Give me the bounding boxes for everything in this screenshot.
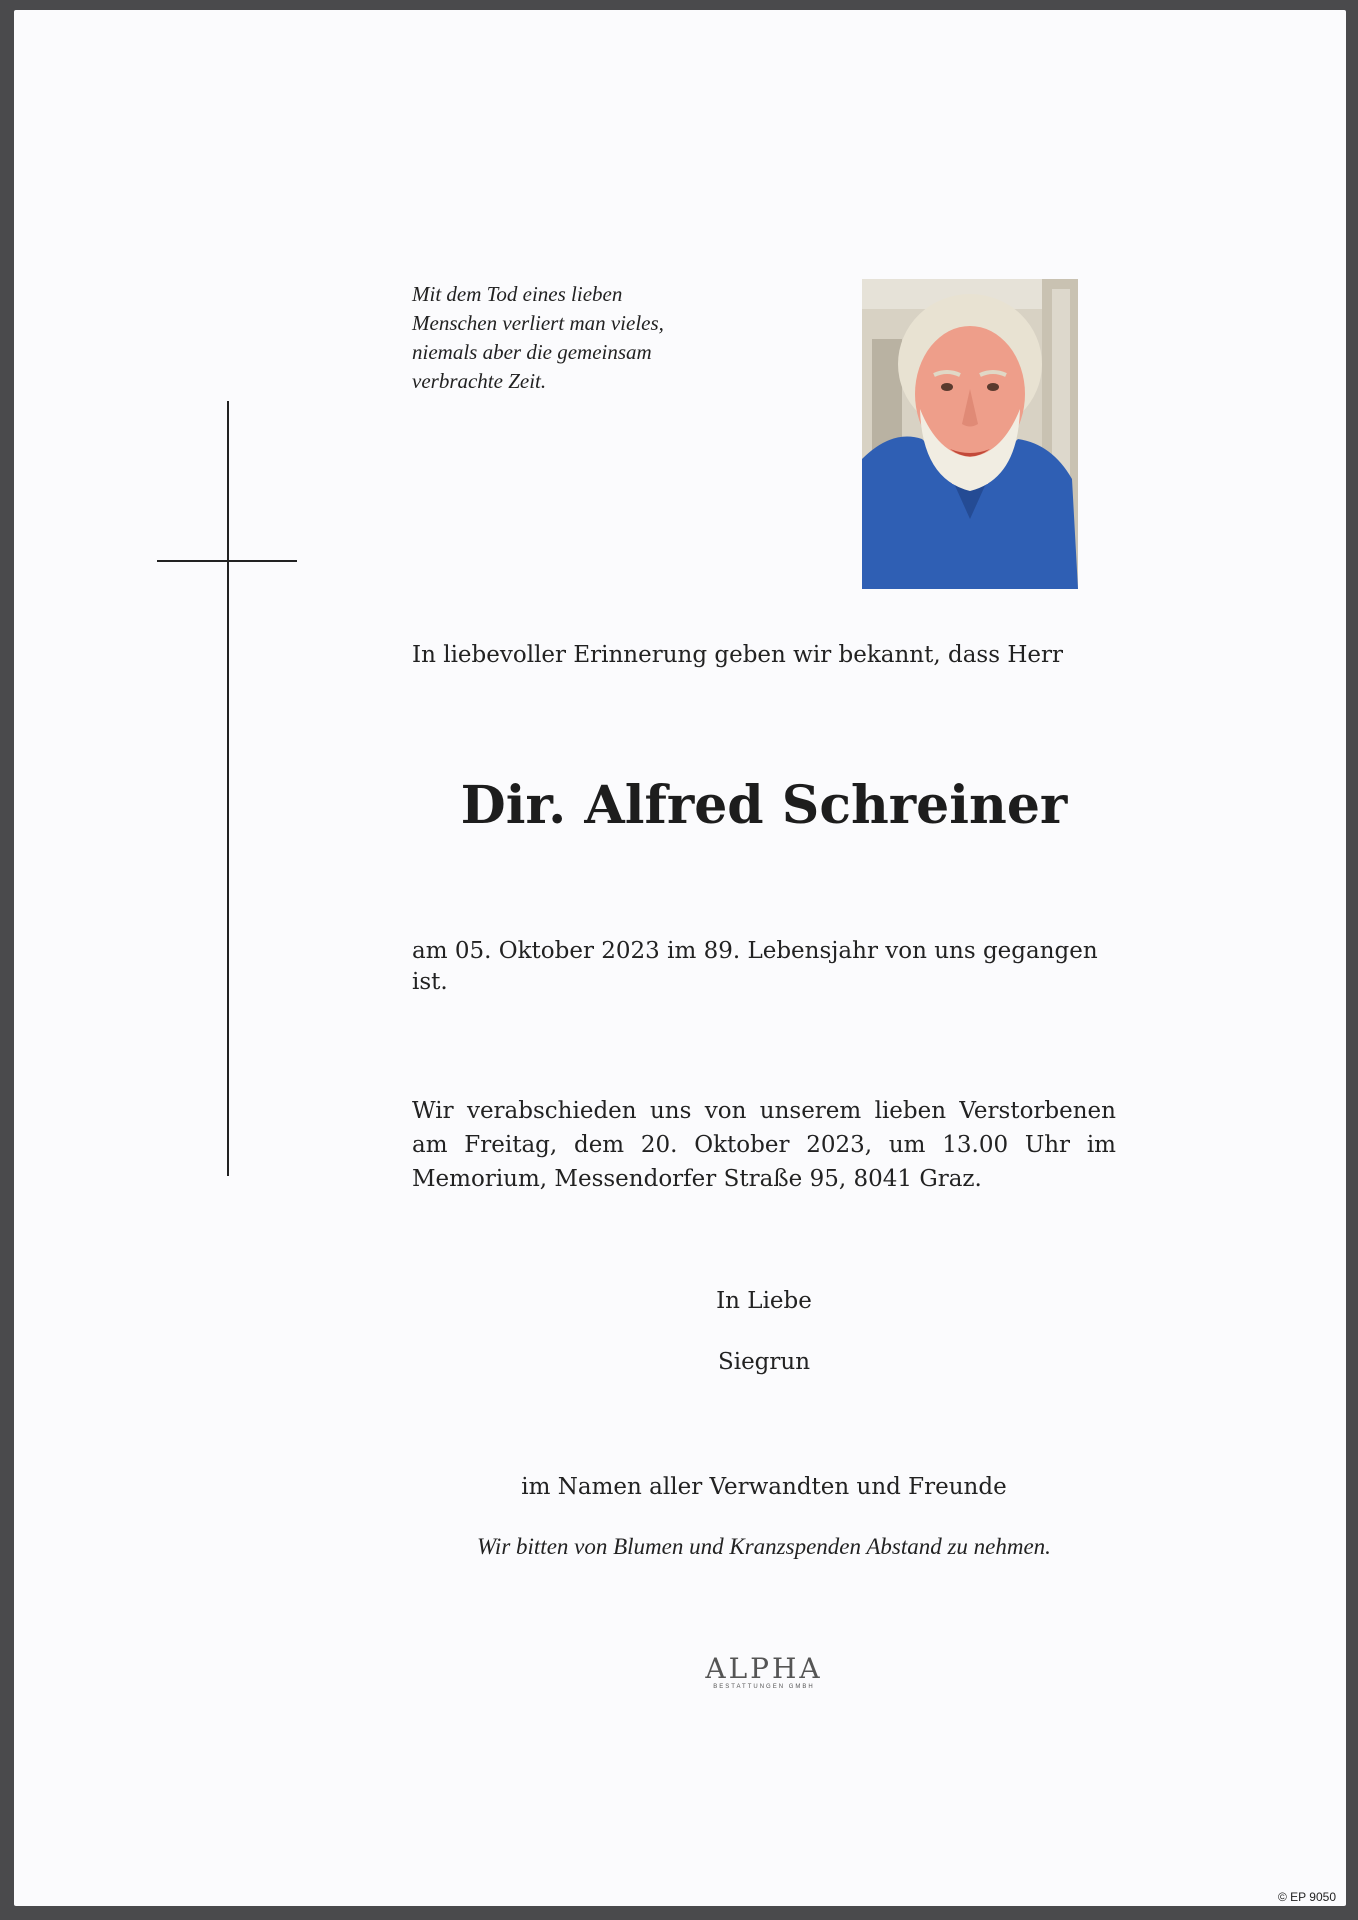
signer-name: Siegrun <box>717 1349 811 1375</box>
family-line: im Namen aller Verwandten und Freunde <box>521 1474 1007 1500</box>
logo-main-text: ALPHA <box>705 1652 823 1685</box>
cross-vertical-bar <box>227 401 229 1176</box>
death-notice: am 05. Oktober 2023 im 89. Lebensjahr von uns gegangen ist. <box>412 938 1098 995</box>
motto-quote: Mit dem Tod eines lieben Menschen verliert man vieles, niemals aber die gemeinsam verbrachte Zeit. <box>412 282 664 393</box>
logo-sub-text: BESTATTUNGEN GMBH <box>713 1684 815 1690</box>
cross-horizontal-bar <box>157 560 297 562</box>
portrait-photo <box>862 279 1078 589</box>
funeral-home-logo <box>704 1654 824 1690</box>
flowers-note: Wir bitten von Blumen und Kranzspenden Abstand zu nehmen. <box>477 1534 1051 1559</box>
portrait-illustration <box>862 279 1078 589</box>
service-details: Wir verabschieden uns von unserem lieben Verstorbenen am Freitag, dem 20. Oktober 2023, um 13.00 Uhr im Memorium, Messendorfer Straße 95, 8041 Graz. <box>412 1098 1116 1192</box>
intro-line: In liebevoller Erinnerung geben wir bekannt, dass Herr <box>412 642 1063 668</box>
copyright-note: © EP 9050 <box>1278 1890 1336 1904</box>
obituary-sheet <box>14 10 1346 1906</box>
closing-line: In Liebe <box>716 1288 812 1314</box>
deceased-name: Dir. Alfred Schreiner <box>460 775 1068 836</box>
